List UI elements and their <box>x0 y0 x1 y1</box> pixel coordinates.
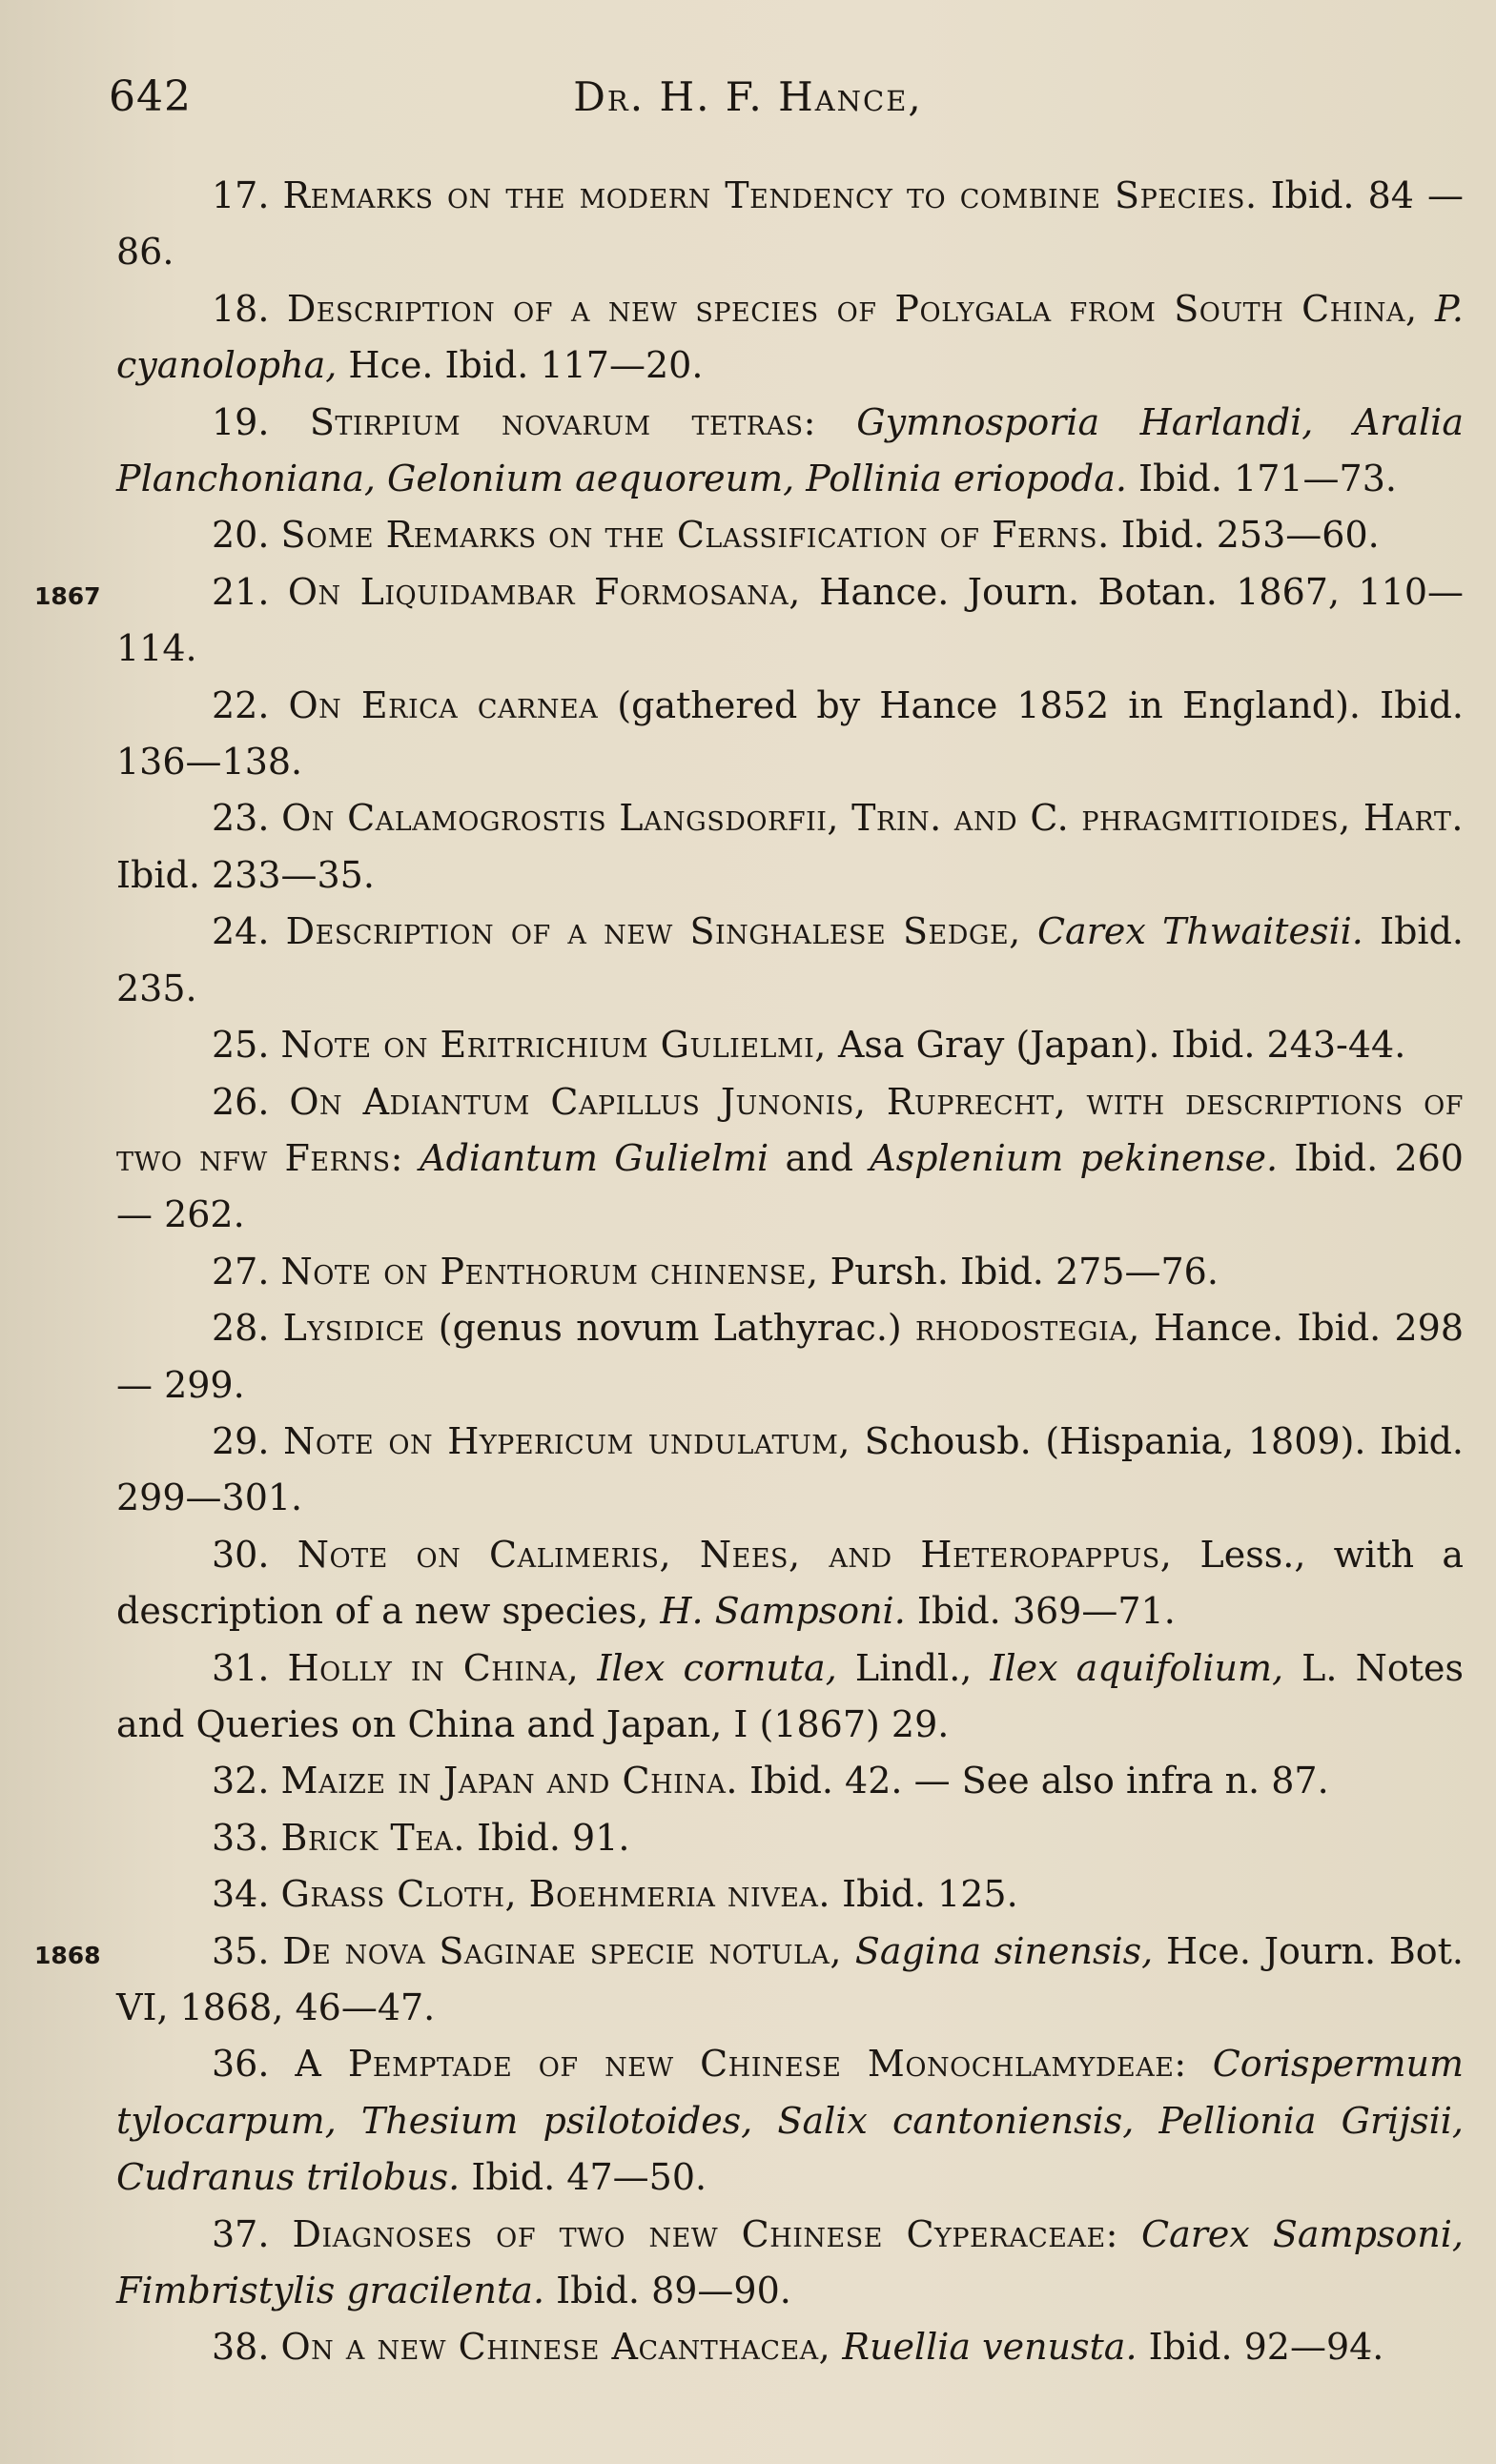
entry-citation: Ibid. 89—90. <box>544 2270 791 2312</box>
entry-number: 32. <box>212 1760 270 1802</box>
entry-number: 37. <box>212 2212 270 2255</box>
entry-number: 22. <box>212 683 270 726</box>
entry-citation: Ibid. 260 — 262. <box>116 1136 1464 1236</box>
entry-number: 38. <box>212 2326 270 2369</box>
entry-title: Some Remarks on the Classification of Ferns. <box>280 514 1110 557</box>
entry-text: Lindl., <box>836 1646 991 1689</box>
page-number: 642 <box>109 72 192 121</box>
entry-title: On Calamogrostis Langsdorfii, Trin. and C. phragmitioides, Hart. <box>281 797 1464 840</box>
entry-title: Maize in Japan and China. <box>280 1760 738 1802</box>
entry-citation: Hance. Journ. Botan. 1867, 110—114. <box>116 570 1464 670</box>
entry-title: Holly in China, <box>287 1646 580 1689</box>
entry-31 <box>116 1640 1464 1754</box>
entry-species: Corispermum tylocarpum, Thesium psilotoides, Salix cantoniensis, Pellionia Grijsii, Cudranus trilobus. <box>116 2043 1464 2199</box>
entry-title: Note on Calimeris, Nees, and Heteropappus, <box>297 1533 1173 1576</box>
entry-species: Asplenium pekinense. <box>870 1136 1279 1179</box>
entry-number: 26. <box>212 1080 270 1123</box>
entry-28 <box>116 1300 1464 1414</box>
entry-species: H. Sampsoni. <box>660 1590 906 1633</box>
entry-number: 27. <box>212 1250 270 1293</box>
entry-citation: Hce. Ibid. 117—20. <box>337 344 704 387</box>
entry-citation: Ibid. 235. <box>116 910 1464 1009</box>
entry-number: 24. <box>212 910 270 953</box>
entry-text: (genus novum Lathyrac.) <box>424 1307 915 1350</box>
entry-number: 21. <box>212 570 270 613</box>
entry-citation: Hce. Journ. Bot. VI, 1868, 46—47. <box>116 1929 1464 2028</box>
entry-title: Note on Hypericum undulatum, <box>283 1419 850 1462</box>
entry-title: On Liquidambar Formosana, <box>287 570 801 613</box>
entry-citation: Ibid. 171—73. <box>1126 458 1397 500</box>
entry-title: On Adiantum Capillus Junonis, Ruprecht, with descriptions of two nfw Ferns: <box>116 1080 1464 1179</box>
entry-22 <box>116 678 1464 791</box>
entry-title: On Erica carnea <box>288 683 599 726</box>
entry-citation: Ibid. 42. — See also infra n. 87. <box>738 1760 1329 1802</box>
entry-number: 30. <box>212 1533 270 1576</box>
entry-title: De nova Saginae specie notula, <box>282 1929 842 1972</box>
entry-23 <box>116 790 1464 904</box>
entry-number: 20. <box>212 514 270 557</box>
entry-33 <box>116 1810 1464 1866</box>
entry-species: Carex Thwaitesii. <box>1036 910 1363 953</box>
entry-title: Grass Cloth, Boehmeria nivea. <box>280 1873 830 1916</box>
entry-20 <box>116 507 1464 563</box>
entry-title: Stirpium novarum tetras: <box>309 400 816 443</box>
entry-title: A Pemptade of new Chinese Monochlamydeae: <box>295 2043 1187 2086</box>
entry-number: 36. <box>212 2043 270 2086</box>
entry-citation: Ibid. 84 — 86. <box>116 174 1464 274</box>
entry-25 <box>116 1017 1464 1073</box>
entry-17 <box>116 168 1464 281</box>
entry-citation: Hance. Ibid. 298 — 299. <box>116 1307 1464 1406</box>
entry-citation: Ibid. 47—50. <box>460 2156 707 2199</box>
entry-title: On a new Chinese Acanthacea, <box>280 2326 831 2369</box>
entry-title: Remarks on the modern Tendency to combine Species. <box>282 174 1258 216</box>
entry-number: 29. <box>212 1419 270 1462</box>
entry-species: Ilex cornuta, <box>597 1646 837 1689</box>
entry-species: Carex Sampsoni, Fimbristylis gracilenta. <box>116 2212 1464 2312</box>
entry-citation: Pursh. Ibid. 275—76. <box>818 1250 1219 1293</box>
entry-citation: Asa Gray (Japan). Ibid. 243-44. <box>826 1024 1406 1067</box>
entry-species: Sagina sinensis, <box>854 1929 1154 1972</box>
entry-number: 31. <box>212 1646 270 1689</box>
running-head: Dr. H. F. Hance, <box>573 73 923 120</box>
entry-title: Diagnoses of two new Chinese Cyperaceae: <box>292 2212 1118 2255</box>
entry-27 <box>116 1244 1464 1300</box>
entry-number: 19. <box>212 400 270 443</box>
entry-number: 23. <box>212 797 270 840</box>
entry-number: 33. <box>212 1816 270 1859</box>
entry-32 <box>116 1753 1464 1809</box>
entry-title: Description of a new species of Polygala from South China, <box>286 287 1418 330</box>
entry-citation: Ibid. 253—60. <box>1109 514 1380 557</box>
entry-number: 17. <box>212 174 270 216</box>
entry-citation: Ibid. 91. <box>465 1816 630 1859</box>
entry-species: Adiantum Gulielmi <box>420 1136 769 1179</box>
entry-number: 28. <box>212 1307 270 1350</box>
entry-citation: Ibid. 92—94. <box>1137 2326 1384 2369</box>
entry-citation: Ibid. 125. <box>830 1873 1018 1916</box>
entry-34 <box>116 1866 1464 1923</box>
entry-35 <box>34 1924 1464 2037</box>
entry-38 <box>116 2319 1464 2375</box>
entry-species: Ilex aquifolium, <box>990 1646 1284 1689</box>
entry-title: Note on Penthorum chinense, <box>280 1250 819 1293</box>
entry-number: 18. <box>212 287 270 330</box>
entry-19 <box>116 395 1464 508</box>
entry-text: and <box>768 1136 871 1179</box>
entry-citation: Schousb. (Hispania, 1809). Ibid. 299—301. <box>116 1419 1465 1519</box>
bibliography-list <box>34 168 1465 2376</box>
entry-number: 25. <box>212 1024 270 1067</box>
entry-citation: (gathered by Hance 1852 in England). Ibid. 136—138. <box>116 683 1464 784</box>
entry-36 <box>116 2036 1464 2206</box>
entry-species: Ruellia venusta. <box>842 2326 1137 2369</box>
entry-citation: L. Notes and Queries on China and Japan, I (1867) 29. <box>116 1646 1464 1745</box>
entry-26 <box>116 1074 1464 1244</box>
entry-species: P. cyanolopha, <box>116 287 1464 387</box>
entry-number: 34. <box>212 1873 270 1916</box>
entry-title: rhodostegia, <box>914 1307 1140 1350</box>
year-marker: 1868 <box>34 1941 101 1969</box>
entry-24 <box>116 904 1464 1017</box>
entry-title: Lysidice <box>282 1307 425 1350</box>
entry-37 <box>116 2207 1464 2320</box>
entry-title: Note on Eritrichium Gulielmi, <box>280 1024 827 1067</box>
entry-number: 35. <box>212 1929 270 1972</box>
entry-18 <box>116 281 1464 395</box>
entry-30 <box>116 1527 1464 1640</box>
entry-citation: Ibid. 233—35. <box>116 853 375 896</box>
entry-21 <box>34 564 1464 678</box>
entry-text: Less., with a description of a new species, <box>116 1533 1464 1633</box>
year-marker: 1867 <box>34 581 101 610</box>
entry-title: Brick Tea. <box>280 1816 465 1859</box>
entry-title: Description of a new Singhalese Sedge, <box>285 910 1021 953</box>
entry-species: Gymnosporia Harlandi, Aralia Planchoniana, Gelonium aequoreum, Pollinia eriopoda. <box>116 400 1464 500</box>
entry-29 <box>116 1414 1464 1527</box>
entry-citation: Ibid. 369—71. <box>905 1590 1176 1633</box>
